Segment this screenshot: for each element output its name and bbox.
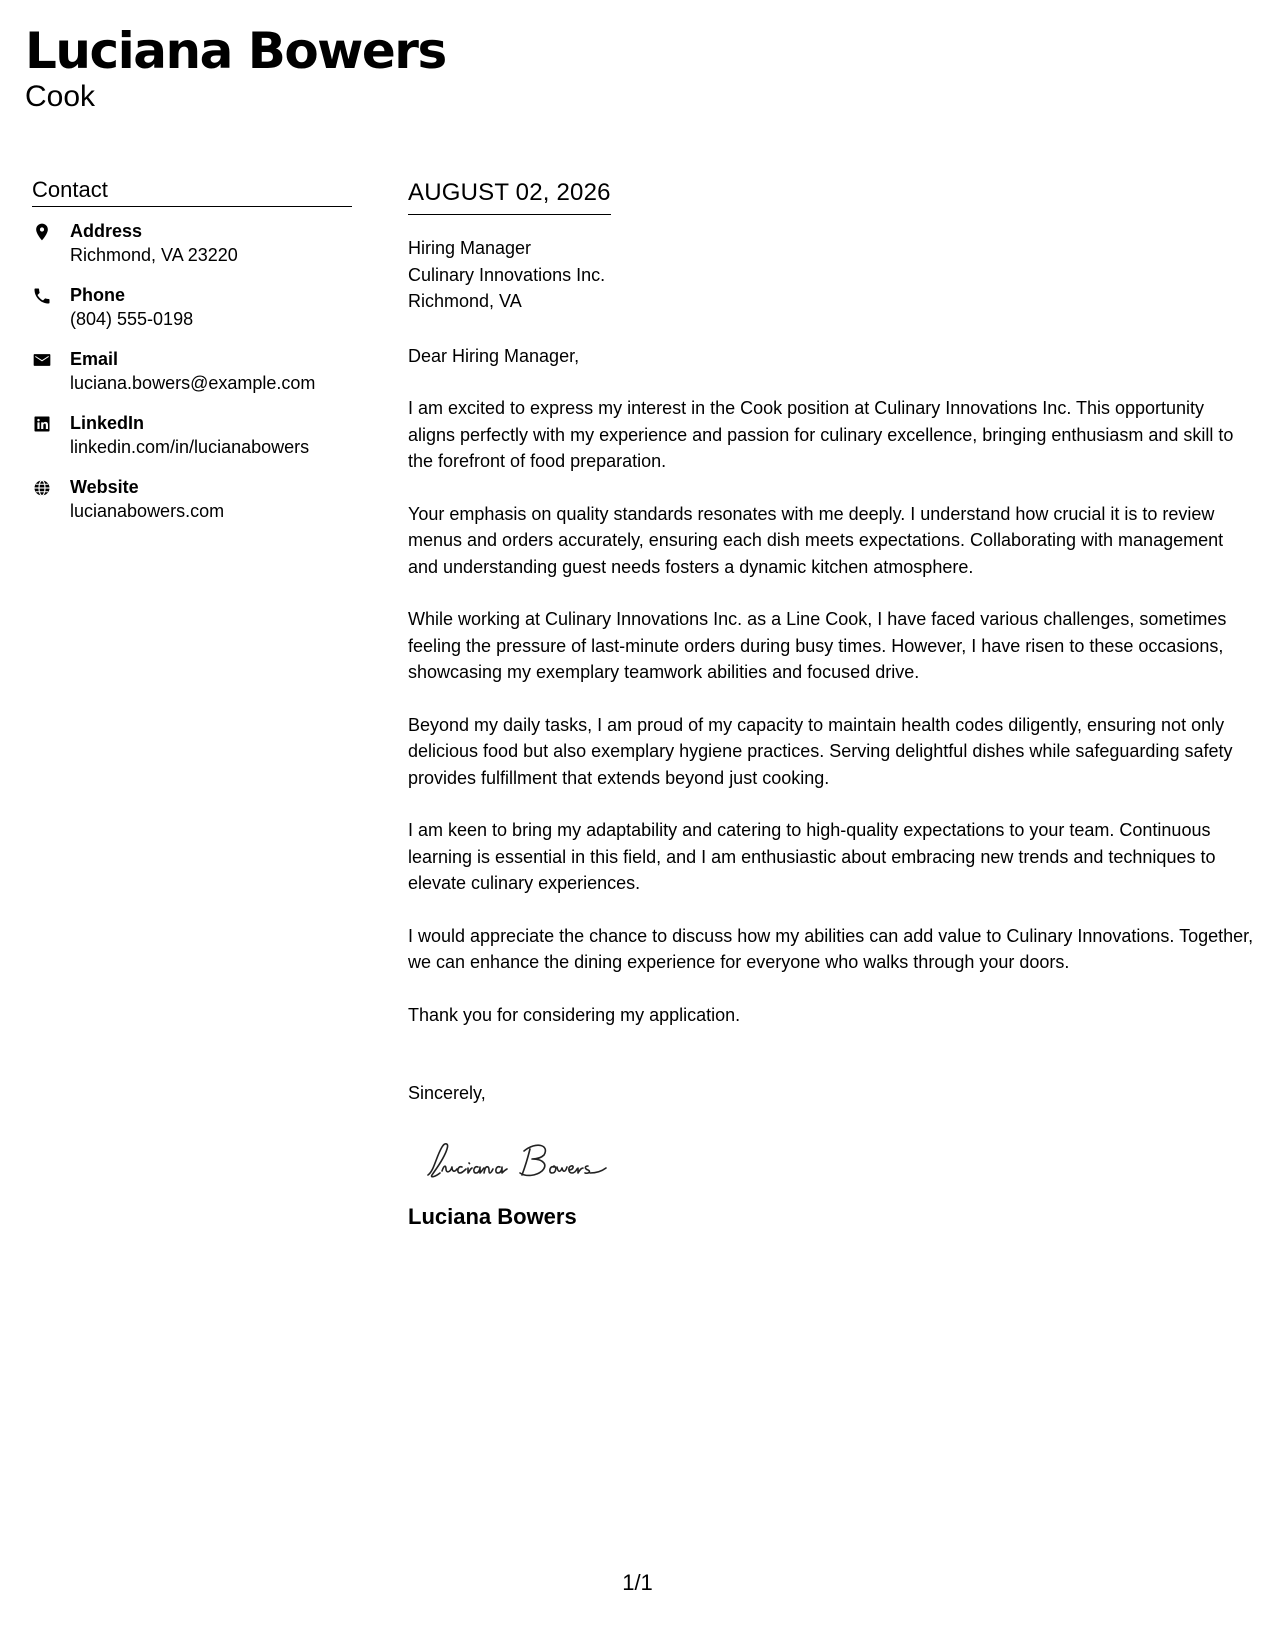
envelope-icon bbox=[32, 347, 70, 370]
signer-name: Luciana Bowers bbox=[408, 1203, 577, 1229]
page-number: 1/1 bbox=[622, 1570, 653, 1595]
contact-label: Website bbox=[70, 477, 139, 497]
contact-label: Phone bbox=[70, 285, 126, 305]
handwritten-signature bbox=[420, 1135, 660, 1185]
letter-header bbox=[25, 22, 446, 114]
contact-value: luciana.bowers@example.com bbox=[70, 373, 316, 393]
contact-list bbox=[32, 219, 352, 523]
contact-item-phone bbox=[32, 283, 352, 331]
letter-paragraph: While working at Culinary Innovations Inc. as a Line Cook, I have faced various challenges, sometimes feeling the pressure of last-minute orders during busy times. However, I have risen to these occasions, showcasing my exemplary teamwork abilities and focused drive. bbox=[408, 609, 1227, 682]
contact-item-address bbox=[32, 219, 352, 267]
contact-label: LinkedIn bbox=[70, 413, 145, 433]
contact-value: (804) 555-0198 bbox=[70, 309, 194, 329]
letter-paragraph: Beyond my daily tasks, I am proud of my capacity to maintain health codes diligently, ensuring not only delicious food but also exemplary hygiene practices. Serving delightful dishes while safeguarding safety provides fulfillment that extends beyond just cooking. bbox=[408, 714, 1233, 788]
contact-value: Richmond, VA 23220 bbox=[70, 245, 238, 265]
letter-paragraph: I am keen to bring my adaptability and catering to high-quality expectations to your team. Continuous learning is essential in this field, and I am enthusiastic about embracing new trends and techniques to elevate culinary experiences. bbox=[408, 820, 1216, 893]
contact-label: Email bbox=[70, 349, 119, 369]
closing: Sincerely, bbox=[408, 1083, 486, 1103]
letter-body bbox=[408, 178, 1256, 1231]
contact-heading: Contact bbox=[32, 176, 352, 207]
globe-icon bbox=[32, 475, 70, 498]
phone-icon bbox=[32, 283, 70, 306]
recipient-title: Hiring Manager bbox=[408, 238, 532, 258]
letter-paragraph: Your emphasis on quality standards resonates with me deeply. I understand how crucial it is to review menus and orders accurately, ensuring each dish meets expectations. Collaborating with management and understanding guest needs fosters a dynamic kitchen atmosphere. bbox=[408, 503, 1224, 577]
contact-item-email bbox=[32, 347, 352, 395]
contact-value: lucianabowers.com bbox=[70, 501, 225, 521]
linkedin-icon bbox=[32, 411, 70, 434]
letter-paragraph: Thank you for considering my application. bbox=[408, 1004, 741, 1025]
contact-label: Address bbox=[70, 221, 143, 241]
applicant-role: Cook bbox=[25, 80, 96, 113]
contact-value: linkedin.com/in/lucianabowers bbox=[70, 437, 310, 457]
contact-item-linkedin bbox=[32, 411, 352, 459]
location-pin-icon bbox=[32, 219, 70, 242]
recipient-company: Culinary Innovations Inc. bbox=[408, 264, 606, 285]
letter-paragraph: I would appreciate the chance to discuss how my abilities can add value to Culinary Innovations. Together, we can enhance the dining experience for everyone who walks through your doors. bbox=[408, 925, 1254, 972]
applicant-name: Luciana Bowers bbox=[25, 22, 446, 80]
contact-sidebar bbox=[32, 176, 352, 539]
recipient-block bbox=[408, 235, 1256, 315]
greeting: Dear Hiring Manager, bbox=[408, 345, 580, 366]
letter-date: AUGUST 02, 2026 bbox=[408, 178, 611, 215]
contact-item-website bbox=[32, 475, 352, 523]
recipient-location: Richmond, VA bbox=[408, 291, 522, 311]
letter-paragraphs bbox=[408, 395, 1256, 1028]
letter-paragraph: I am excited to express my interest in the Cook position at Culinary Innovations Inc. This opportunity aligns perfectly with my experience and passion for culinary excellence, bringing enthusiasm and skill to the forefront of food preparation. bbox=[408, 398, 1234, 471]
